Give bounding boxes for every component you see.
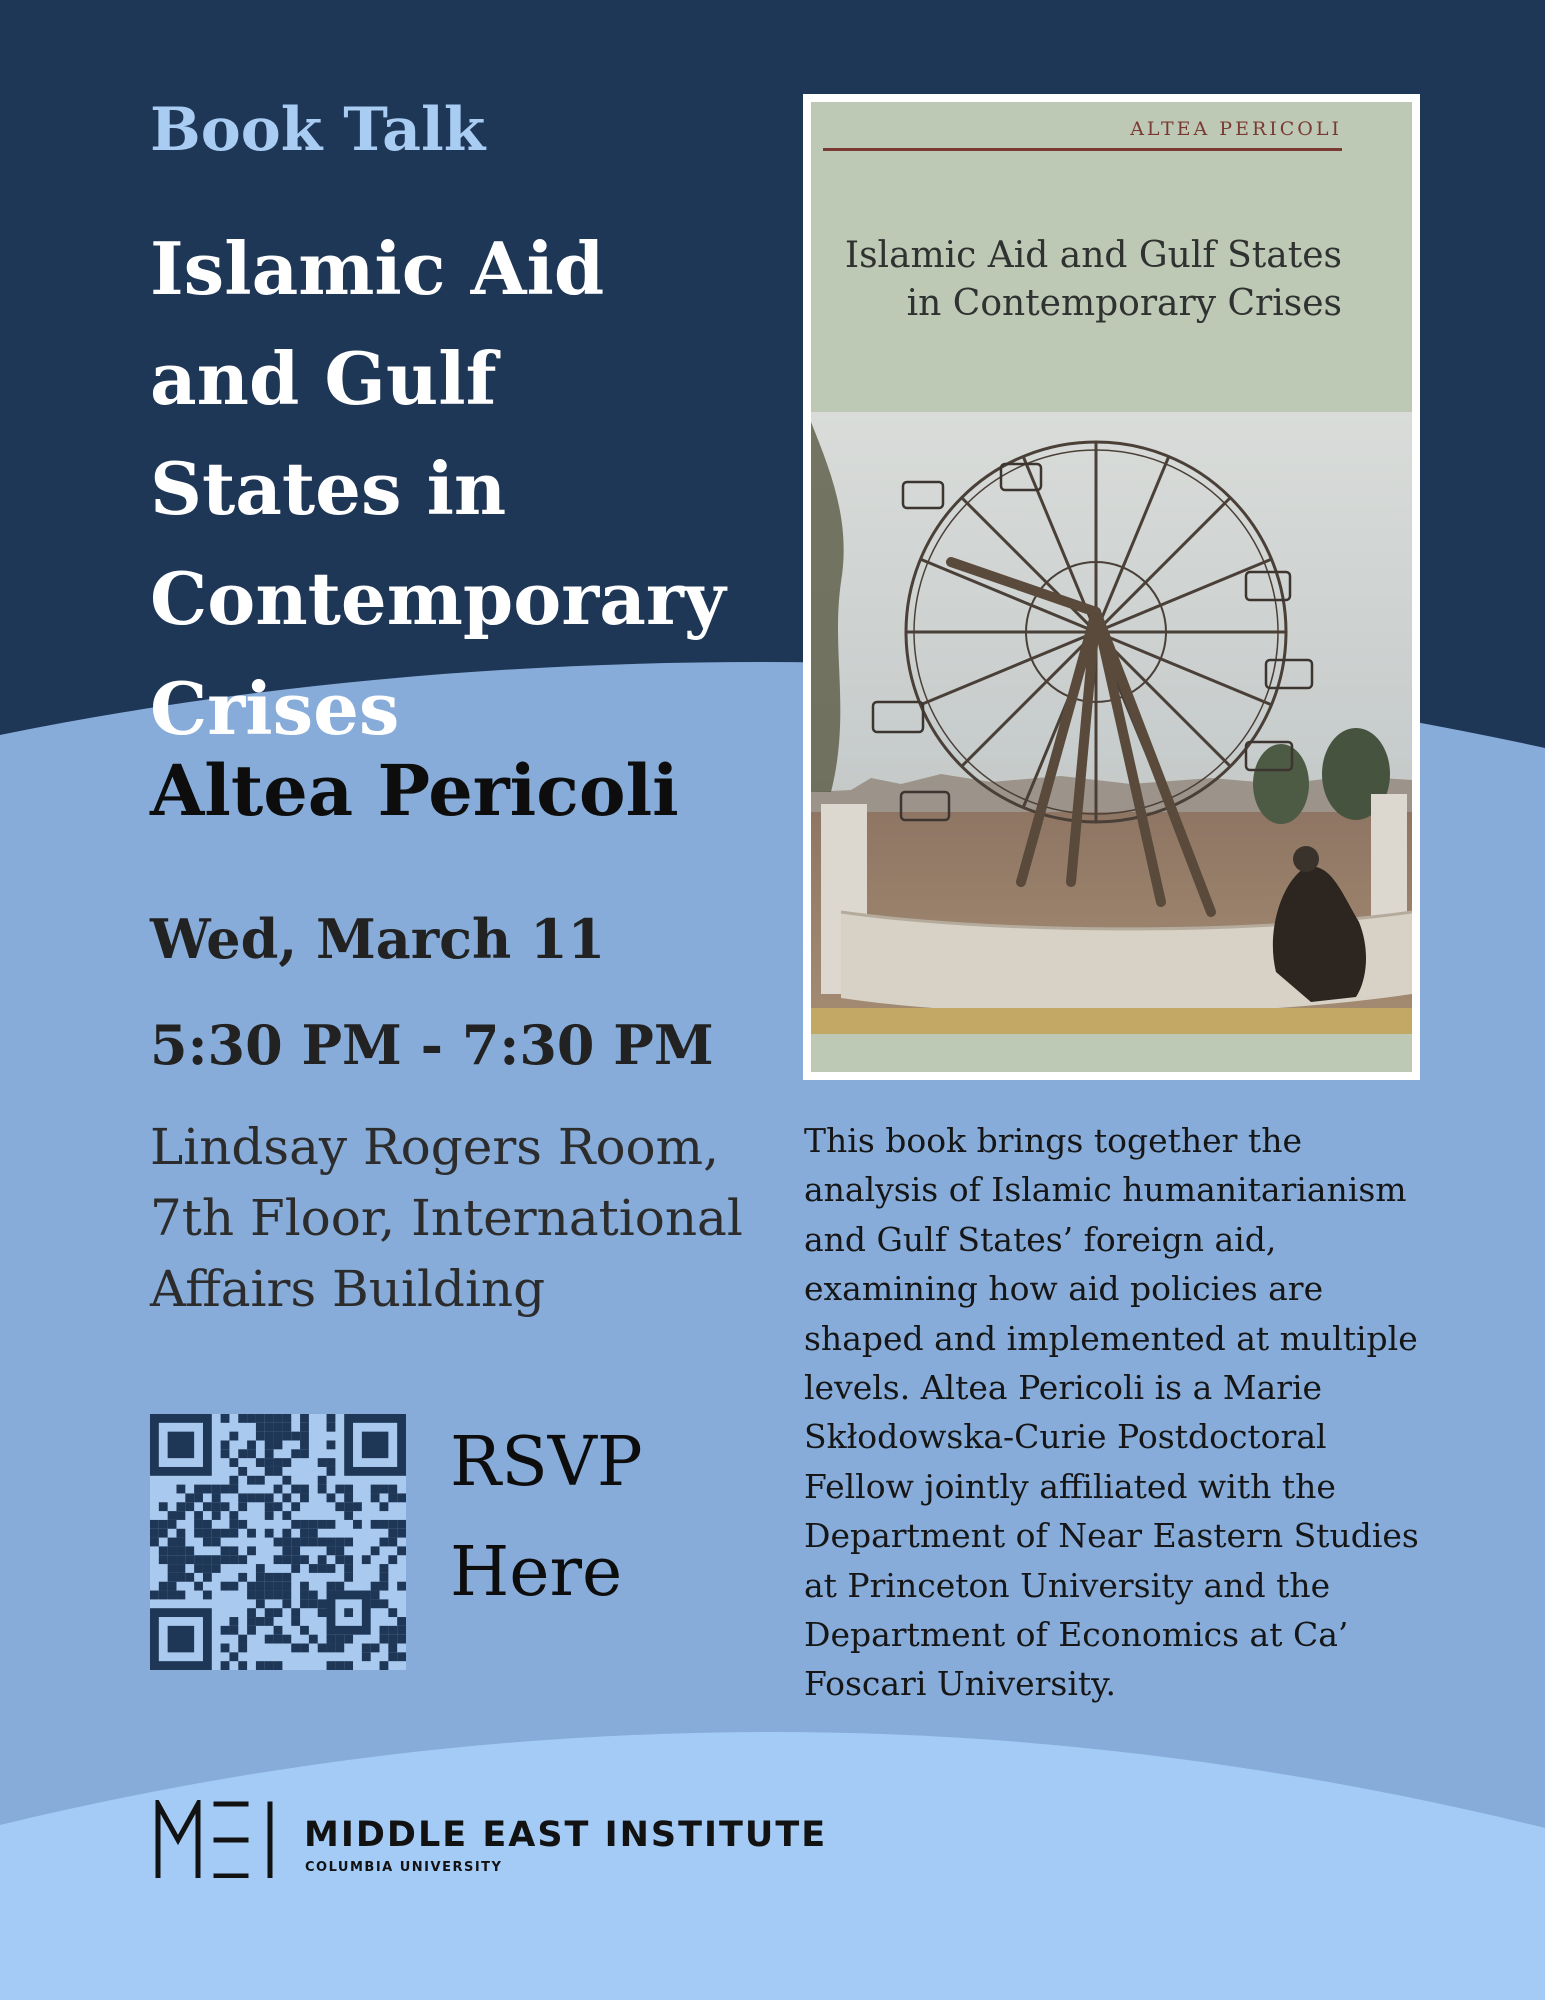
event-type-label: Book Talk <box>150 95 486 165</box>
book-cover <box>803 94 1420 1080</box>
organizer-affiliation: COLUMBIA UNIVERSITY <box>305 1860 503 1875</box>
speaker-name: Altea Pericoli <box>150 749 679 832</box>
book-description: This book brings together the analysis of Islamic humanitarianism and Gulf States’ foreign aid, examining how aid policies are shaped and implemented at multiple levels. Altea Pericoli is a Marie Skłodowska-Curie Postdoctoral Fellow jointly affiliated with the Department of Near Eastern Studies at Princeton University and the Department of Economics at Ca’ Foscari University. <box>804 1121 1419 1704</box>
cover-title-line-2: in Contemporary Crises <box>906 283 1342 324</box>
cover-author: ALTEA PERICOLI <box>1130 118 1342 140</box>
cover-photo-ferris-wheel <box>811 412 1412 1034</box>
rsvp-link[interactable]: RSVP Here <box>450 1423 643 1612</box>
cover-title-line-1: Islamic Aid and Gulf States <box>844 235 1342 276</box>
qr-code-graphic <box>150 1414 406 1670</box>
event-time: 5:30 PM - 7:30 PM <box>150 1013 714 1077</box>
mei-logo-icon <box>154 1800 282 1878</box>
event-title: Islamic Aid and Gulf States in Contemporary Crises <box>150 226 726 751</box>
book-cover-panel <box>811 102 1412 1072</box>
cover-divider <box>823 148 1342 151</box>
qr-code-icon[interactable] <box>150 1414 406 1670</box>
event-location: Lindsay Rogers Room, 7th Floor, International Affairs Building <box>150 1118 743 1318</box>
event-date: Wed, March 11 <box>150 907 606 971</box>
organizer-name: MIDDLE EAST INSTITUTE <box>304 1815 828 1855</box>
cover-title <box>822 232 1342 328</box>
